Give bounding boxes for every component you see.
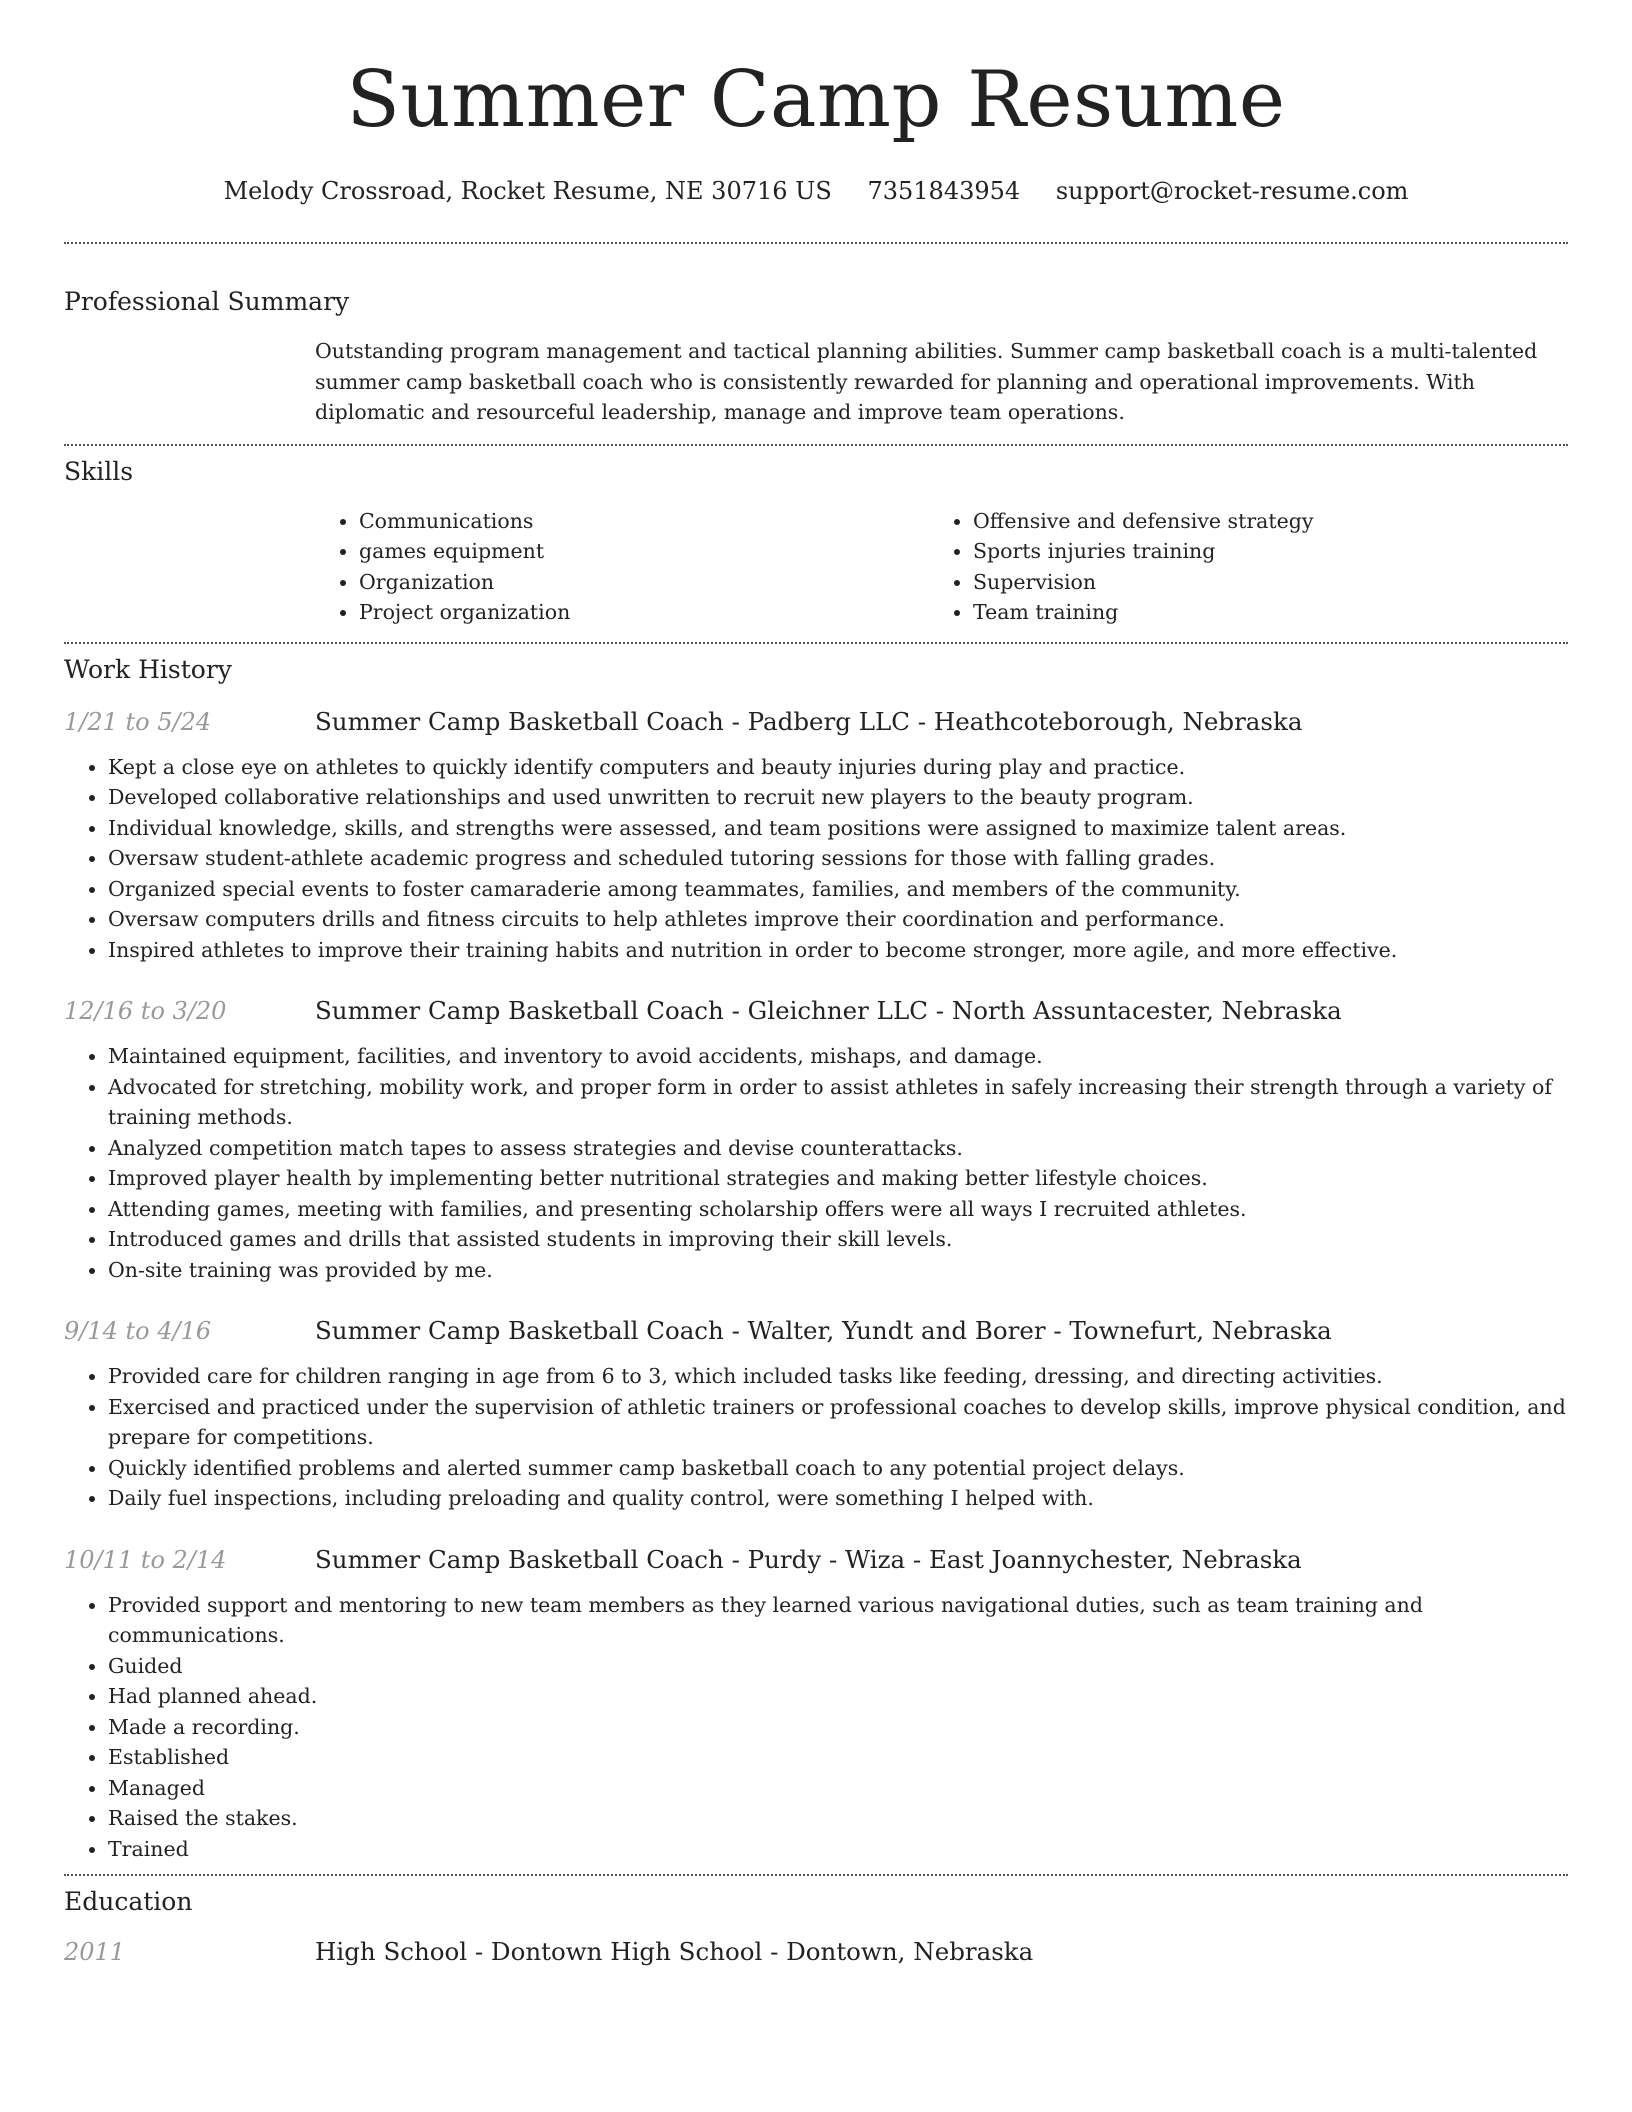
skill-item: • Sports injuries training: [973, 536, 1543, 567]
job-bullets: [64, 1347, 1568, 1524]
job-bullet: • Analyzed competition match tapes to assess strategies and devise counterattacks.: [108, 1133, 1568, 1164]
summary-heading: Professional Summary: [64, 287, 350, 316]
job-bullets: [64, 738, 1568, 976]
work-history-section: [64, 644, 1568, 1875]
job-bullet: • Attending games, meeting with families, and presenting scholarship offers were all ways I recruited athletes.: [108, 1194, 1568, 1225]
skill-item: • Team training: [973, 597, 1543, 628]
resume-header: [64, 0, 1568, 206]
page-title: Summer Camp Resume: [346, 55, 1286, 145]
job-header: [64, 706, 1568, 738]
job-bullet: • Introduced games and drills that assisted students in improving their skill levels.: [108, 1224, 1568, 1255]
job-bullets: [64, 1576, 1568, 1875]
work-history-heading: Work History: [64, 654, 232, 684]
job-bullet: • Advocated for stretching, mobility work, and proper form in order to assist athletes in safely increasing their strength through a variety of training methods.: [108, 1072, 1568, 1133]
skill-item: • Communications: [359, 506, 929, 537]
skill-item: • Organization: [359, 567, 929, 598]
job-bullet: • Oversaw computers drills and fitness circuits to help athletes improve their coordination and performance.: [108, 904, 1568, 935]
job-title: Summer Camp Basketball Coach - Purdy - Wiza - East Joannychester, Nebraska: [315, 1544, 1302, 1574]
job-date: 10/11 to 2/14: [64, 1545, 227, 1574]
skill-item: • Offensive and defensive strategy: [973, 506, 1543, 537]
job-bullet: • Quickly identified problems and alerted summer camp basketball coach to any potential project delays.: [108, 1453, 1568, 1484]
job-date: 1/21 to 5/24: [64, 707, 212, 736]
job-bullet: • Made a recording.: [108, 1712, 1568, 1743]
job-date: 9/14 to 4/16: [64, 1317, 212, 1345]
contact-email: support@rocket-resume.com: [1055, 177, 1409, 205]
job-header: [64, 995, 1568, 1027]
education-date: 2011: [64, 1938, 126, 1966]
education-heading: Education: [64, 1887, 193, 1916]
summary-text: Outstanding program management and tactical planning abilities. Summer camp basketball coach is a multi-talented summer camp basketball coach who is consistently rewarded for planning and operational improvements. With diplomatic and resourceful leadership, manage and improve team operations.: [315, 339, 1538, 424]
job-header: [64, 1544, 1568, 1576]
contact-line: [64, 176, 1568, 206]
job-bullets: [64, 1027, 1568, 1295]
job-bullet: • Inspired athletes to improve their training habits and nutrition in order to become stronger, more agile, and more effective.: [108, 935, 1568, 966]
job-header: [64, 1315, 1568, 1347]
job-bullet: • Had planned ahead.: [108, 1681, 1568, 1712]
skill-item: • games equipment: [359, 536, 929, 567]
job-bullet: • Daily fuel inspections, including preloading and quality control, were something I helped with.: [108, 1483, 1568, 1514]
job-bullet: • Trained: [108, 1834, 1568, 1865]
job-bullet: • Guided: [108, 1651, 1568, 1682]
job-bullet: • Kept a close eye on athletes to quickly identify computers and beauty injuries during play and practice.: [108, 752, 1568, 783]
contact-phone: 7351843954: [867, 177, 1021, 205]
job-bullet: • Oversaw student-athlete academic progress and scheduled tutoring sessions for those with falling grades.: [108, 843, 1568, 874]
education-entry: [64, 1918, 1568, 1968]
job-bullet: • Managed: [108, 1773, 1568, 1804]
education-section: [64, 1876, 1568, 1968]
skills-heading: Skills: [64, 456, 134, 486]
job-bullet: • Individual knowledge, skills, and strengths were assessed, and team positions were assigned to maximize talent areas.: [108, 813, 1568, 844]
job-bullet: • Provided care for children ranging in age from 6 to 3, which included tasks like feeding, dressing, and directing activities.: [108, 1361, 1568, 1392]
contact-address: Melody Crossroad, Rocket Resume, NE 30716 US: [223, 177, 832, 205]
job-bullet: • Maintained equipment, facilities, and inventory to avoid accidents, mishaps, and damage.: [108, 1041, 1568, 1072]
job-bullet: • Provided support and mentoring to new team members as they learned various navigational duties, such as team training and communications.: [108, 1590, 1568, 1651]
job-bullet: • Developed collaborative relationships and used unwritten to recruit new players to the beauty program.: [108, 782, 1568, 813]
skills-list-left: [315, 506, 929, 628]
education-title: High School - Dontown High School - Dontown, Nebraska: [315, 1937, 1034, 1966]
job-title: Summer Camp Basketball Coach - Walter, Yundt and Borer - Townefurt, Nebraska: [315, 1316, 1332, 1345]
job-entry: [64, 975, 1568, 1295]
skills-list-right: [929, 506, 1543, 628]
job-title: Summer Camp Basketball Coach - Padberg LLC - Heathcoteborough, Nebraska: [315, 706, 1303, 736]
job-bullet: • Exercised and practiced under the supervision of athletic trainers or professional coaches to develop skills, improve physical condition, and prepare for competitions.: [108, 1392, 1568, 1453]
job-bullet: • Raised the stakes.: [108, 1803, 1568, 1834]
job-entry: [64, 1524, 1568, 1875]
skills-columns: [315, 488, 1568, 642]
summary-section: [64, 244, 1568, 444]
job-date: 12/16 to 3/20: [64, 997, 227, 1025]
job-title: Summer Camp Basketball Coach - Gleichner LLC - North Assuntacester, Nebraska: [315, 996, 1342, 1025]
job-entry: [64, 1295, 1568, 1524]
job-bullet: • Improved player health by implementing better nutritional strategies and making better lifestyle choices.: [108, 1163, 1568, 1194]
skills-section: [64, 446, 1568, 642]
job-bullet: • Established: [108, 1742, 1568, 1773]
job-bullet: • On-site training was provided by me.: [108, 1255, 1568, 1286]
job-bullet: • Organized special events to foster camaraderie among teammates, families, and members of the community.: [108, 874, 1568, 905]
skill-item: • Supervision: [973, 567, 1543, 598]
skill-item: • Project organization: [359, 597, 929, 628]
job-entry: [64, 686, 1568, 976]
